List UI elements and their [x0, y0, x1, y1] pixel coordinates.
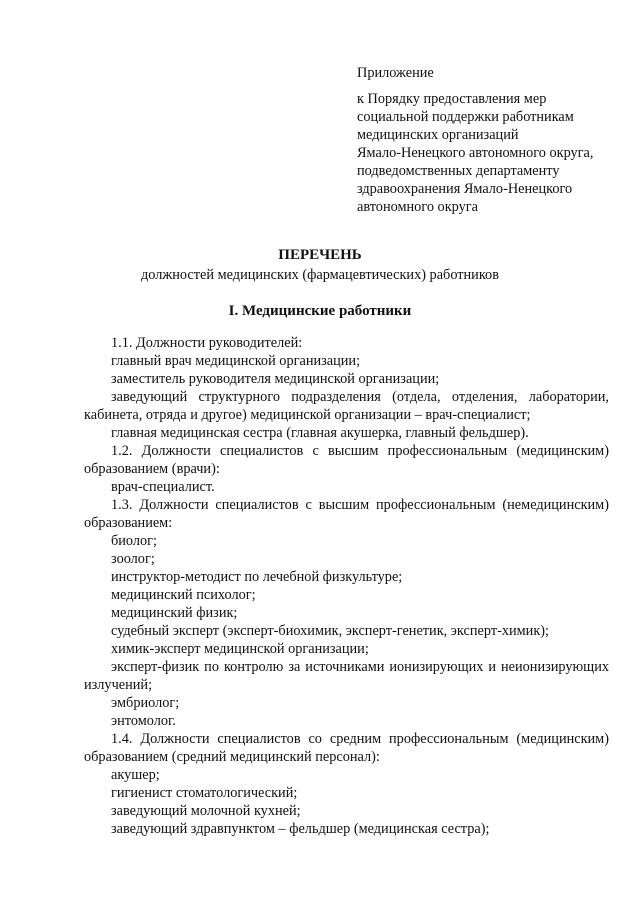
subsection-heading: 1.4. Должности специалистов со средним профессиональным (медицинским) образованием (средний медицинский персонал):: [84, 731, 609, 765]
list-item: заместитель руководителя медицинской организации;: [111, 371, 440, 387]
appendix-line: здравоохранения Ямало-Ненецкого: [357, 181, 573, 197]
list-item: заведующий здравпунктом – фельдшер (медицинская сестра);: [111, 821, 490, 837]
appendix-line: к Порядку предоставления мер: [357, 91, 547, 107]
list-item: гигиенист стоматологический;: [111, 785, 298, 801]
list-item: акушер;: [111, 767, 160, 783]
appendix-title: Приложение: [357, 65, 434, 81]
list-item: медицинский психолог;: [111, 587, 256, 603]
list-item: энтомолог.: [111, 713, 176, 729]
subsection-heading: 1.1. Должности руководителей:: [111, 335, 303, 351]
list-item: эксперт-физик по контролю за источниками ионизирующих и неионизирующих излучений;: [84, 659, 609, 693]
appendix-line: подведомственных департаменту: [357, 163, 560, 179]
list-item: зоолог;: [111, 551, 155, 567]
section-heading: I. Медицинские работники: [228, 303, 412, 319]
appendix-block: [357, 64, 627, 216]
list-item: главная медицинская сестра (главная акушерка, главный фельдшер).: [111, 425, 529, 441]
document-title: ПЕРЕЧЕНЬ: [278, 247, 362, 263]
list-item: химик-эксперт медицинской организации;: [111, 641, 369, 657]
list-item: главный врач медицинской организации;: [111, 353, 361, 369]
subsection-heading: 1.2. Должности специалистов с высшим профессиональным (медицинским) образованием (врачи):: [84, 443, 609, 477]
appendix-line: Ямало-Ненецкого автономного округа,: [357, 145, 594, 161]
list-item: эмбриолог;: [111, 695, 180, 711]
appendix-line: автономного округа: [357, 199, 478, 215]
list-item: врач-специалист.: [111, 479, 215, 495]
subsection-heading: 1.3. Должности специалистов с высшим профессиональным (немедицинским) образованием:: [84, 497, 609, 531]
list-item: заведующий структурного подразделения (отдела, отделения, лаборатории, кабинета, отряда и другое) медицинской организации – врач-специалист;: [84, 389, 609, 423]
document-subtitle: должностей медицинских (фармацевтических) работников: [141, 267, 499, 283]
appendix-line: медицинских организаций: [357, 127, 519, 143]
list-item: заведующий молочной кухней;: [111, 803, 301, 819]
appendix-address: [357, 90, 627, 216]
document-body: [84, 334, 609, 838]
list-item: судебный эксперт (эксперт-биохимик, эксперт-генетик, эксперт-химик);: [111, 623, 550, 639]
list-item: биолог;: [111, 533, 158, 549]
list-item: инструктор-методист по лечебной физкультуре;: [111, 569, 403, 585]
appendix-line: социальной поддержки работникам: [357, 109, 574, 125]
list-item: медицинский физик;: [111, 605, 238, 621]
